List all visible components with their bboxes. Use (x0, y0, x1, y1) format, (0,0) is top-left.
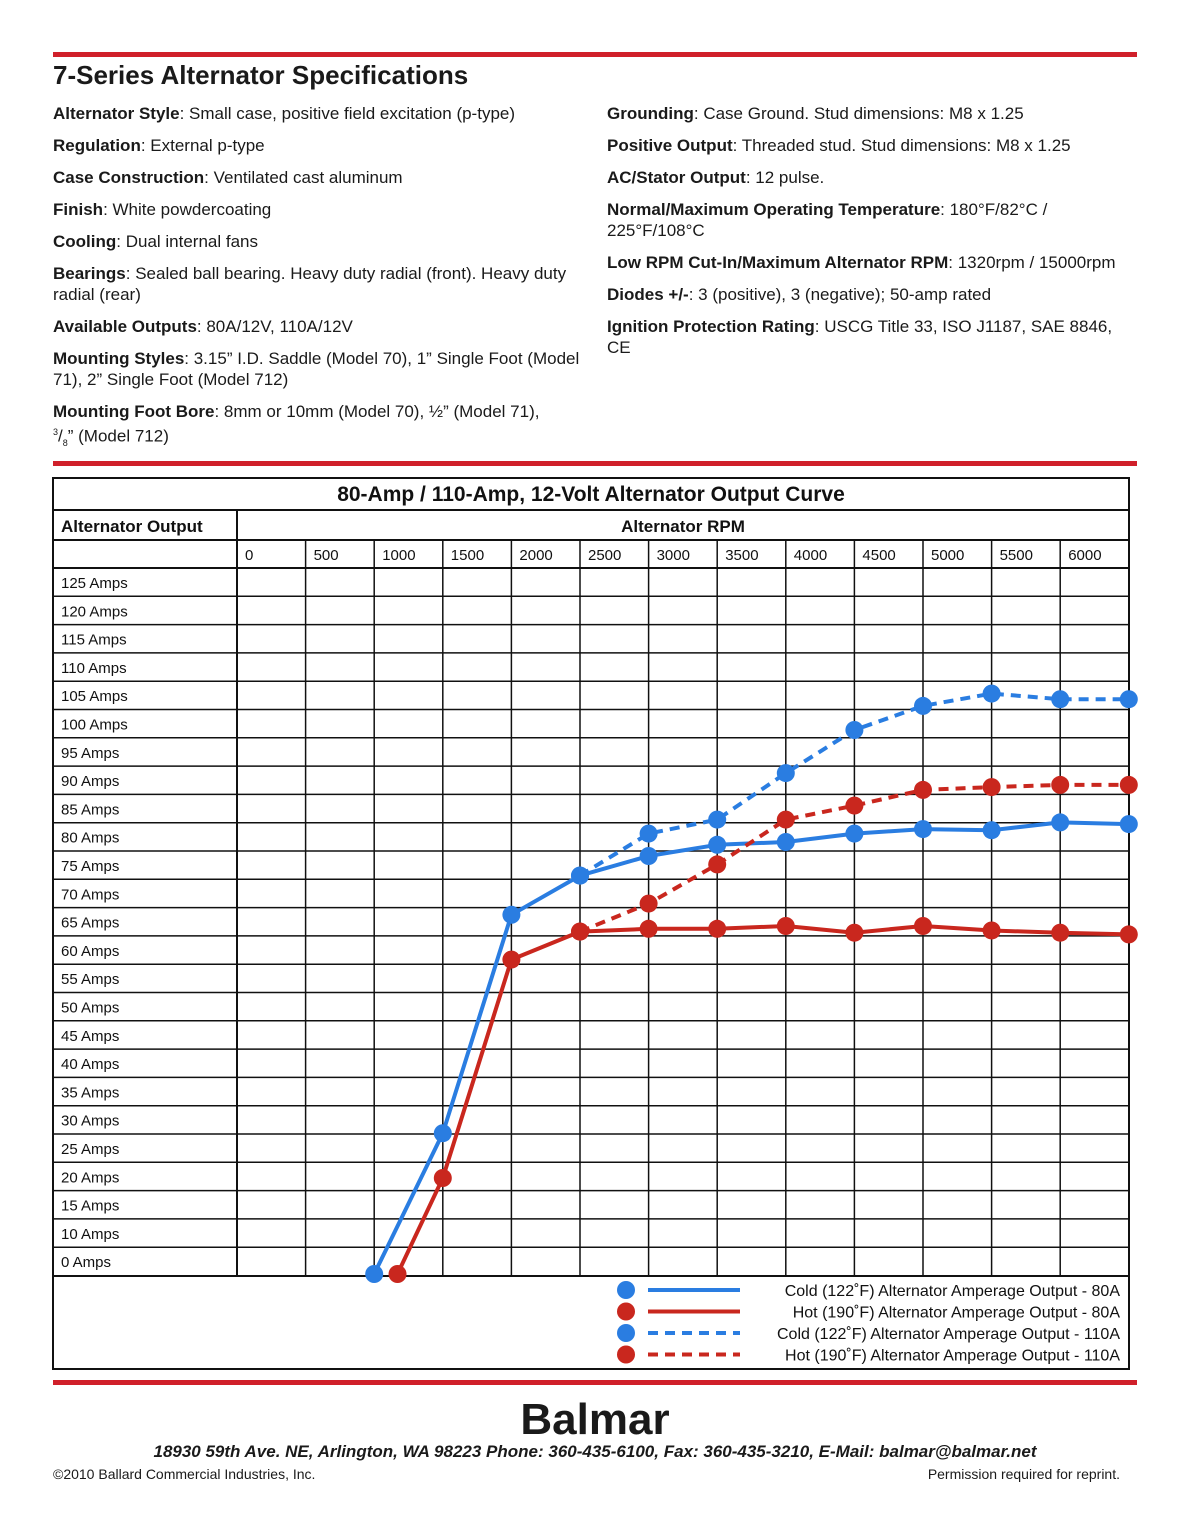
data-point (708, 811, 726, 829)
y-tick-label: 15 Amps (61, 1197, 120, 1215)
chart-frame (53, 478, 1129, 1369)
x-tick-label: 3000 (656, 547, 690, 564)
y-tick-label: 75 Amps (61, 858, 120, 875)
data-point (1051, 924, 1069, 942)
data-point (708, 855, 726, 873)
chart-title: 80-Amp / 110-Amp, 12-Volt Alternator Output Curve (337, 483, 845, 506)
data-point (640, 895, 658, 913)
spec-value: : 180°F/82°C / 225°F/108°C (607, 200, 1048, 240)
y-tick-label: 50 Amps (61, 999, 120, 1017)
data-point (777, 917, 795, 935)
data-point (640, 847, 658, 865)
data-point (389, 1265, 407, 1283)
spec-value: : 8mm or 10mm (Model 70), ½” (Model 71), (214, 402, 540, 421)
spec-label: Cooling (53, 232, 117, 251)
data-point (571, 923, 589, 941)
y-tick-label: 10 Amps (61, 1225, 120, 1243)
x-tick-label: 6000 (1068, 547, 1102, 564)
spec-value: : Ventilated cast aluminum (204, 168, 403, 187)
y-tick-label: 120 Amps (61, 603, 128, 621)
data-point (1120, 776, 1138, 794)
x-axis-header: Alternator RPM (621, 517, 745, 536)
y-tick-label: 65 Amps (61, 914, 120, 932)
bottom-rule (53, 1380, 1137, 1385)
data-point (914, 781, 932, 799)
spec-value: : Case Ground. Stud dimensions: M8 x 1.25 (693, 104, 1024, 123)
data-point (708, 920, 726, 938)
data-point (434, 1169, 452, 1187)
legend-label: Cold (122˚F) Alternator Amperage Output - 80A (784, 1283, 1120, 1300)
x-tick-label: 0 (245, 547, 254, 564)
page-title: 7-Series Alternator Specifications (53, 60, 469, 90)
spec-value: : Sealed ball bearing. Heavy duty radial (front). Heavy duty radial (rear) (53, 264, 567, 304)
legend-marker (617, 1281, 635, 1299)
y-tick-label: 60 Amps (61, 942, 120, 960)
fraction-numerator: 3 (53, 427, 59, 437)
spec-label: Positive Output (607, 136, 733, 155)
spec-value: : 80A/12V, 110A/12V (196, 317, 353, 336)
data-point (502, 906, 520, 924)
data-point (777, 764, 795, 782)
data-point (640, 825, 658, 843)
series-line-80a (374, 822, 1129, 1274)
x-tick-label: 500 (313, 547, 339, 564)
data-point (708, 836, 726, 854)
spec-label: Bearings (53, 264, 126, 283)
spec-label: Normal/Maximum Operating Temperature (607, 200, 941, 219)
data-point (502, 951, 520, 969)
x-tick-label: 1000 (382, 547, 416, 564)
y-tick-label: 115 Amps (61, 631, 127, 649)
spec-label: Finish (53, 200, 104, 219)
legend-marker (617, 1346, 635, 1364)
spec-value-tail: ” (Model 712) (67, 426, 169, 446)
data-point (434, 1124, 452, 1142)
data-point (1051, 813, 1069, 831)
legend-label: Hot (190˚F) Alternator Amperage Output - 110A (785, 1347, 1120, 1365)
data-point (845, 924, 863, 942)
spec-label: Ignition Protection Rating (607, 317, 815, 336)
y-tick-label: 110 Amps (61, 659, 127, 677)
data-point (1051, 690, 1069, 708)
y-tick-label: 105 Amps (61, 688, 128, 706)
series-line-80a (398, 926, 1129, 1274)
spec-value: : White powdercoating (103, 200, 272, 219)
contact-address: 18930 59th Ave. NE, Arlington, WA 98223 Phone: 360-435-6100, Fax: 360-435-3210, E-Mail: balmar@balmar.net (153, 1442, 1037, 1461)
y-tick-label: 85 Amps (61, 801, 120, 819)
spec-label: Mounting Foot Bore (53, 402, 215, 421)
y-tick-label: 55 Amps (61, 971, 120, 989)
data-point (845, 797, 863, 815)
spec-label: Alternator Style (53, 104, 180, 123)
data-point (1051, 776, 1069, 794)
data-point (777, 833, 795, 851)
x-tick-label: 5500 (999, 547, 1033, 564)
spec-value: : 3 (positive), 3 (negative); 50-amp rated (688, 285, 992, 304)
spec-item: Mounting Foot Bore: 8mm or 10mm (Model 70), ½” (Model 71), $^3/_8$” (Model 712) (53, 402, 540, 449)
y-tick-label: 20 Amps (61, 1169, 120, 1187)
x-tick-label: 3500 (725, 547, 759, 564)
data-point (571, 867, 589, 885)
y-tick-label: 45 Amps (61, 1027, 120, 1045)
legend-label: Hot (190˚F) Alternator Amperage Output - 80A (792, 1304, 1120, 1322)
spec-value: : Small case, positive field excitation (p-type) (179, 104, 516, 123)
spec-label: Available Outputs (53, 317, 197, 336)
y-tick-label: 25 Amps (61, 1141, 120, 1158)
spec-label: Regulation (53, 136, 141, 155)
x-tick-label: 4000 (793, 547, 828, 564)
x-tick-label: 1500 (450, 547, 485, 564)
fraction-denominator: 8 (62, 438, 68, 449)
x-tick-label: 4500 (862, 547, 896, 564)
reprint-notice: Permission required for reprint. (927, 1466, 1120, 1482)
legend-marker (617, 1324, 635, 1342)
spec-label: Mounting Styles (53, 349, 185, 368)
legend-marker (617, 1303, 635, 1321)
y-tick-label: 95 Amps (61, 744, 120, 762)
brand-logo-text: Balmar (520, 1395, 670, 1444)
data-point (914, 697, 932, 715)
spec-value: : 1320rpm / 15000rpm (948, 253, 1116, 272)
spec-label: AC/Stator Output (607, 168, 746, 187)
spec-label: Diodes +/- (607, 285, 689, 304)
y-tick-label: 40 Amps (61, 1056, 120, 1074)
copyright-notice: ©2010 Ballard Commercial Industries, Inc. (53, 1466, 316, 1482)
spec-value: : External p-type (140, 136, 265, 155)
data-point (914, 820, 932, 838)
data-point (983, 921, 1001, 939)
data-point (983, 821, 1001, 839)
spec-value: : USCG Title 33, ISO J1187, SAE 8846, CE (607, 317, 1113, 357)
data-point (914, 917, 932, 935)
spec-value: : 3.15” I.D. Saddle (Model 70), 1” Single Foot (Model 71), 2” Single Foot (Model 712) (53, 349, 580, 389)
data-point (845, 825, 863, 843)
y-tick-label: 90 Amps (61, 773, 120, 791)
y-tick-label: 0 Amps (61, 1254, 112, 1272)
spec-value: : 12 pulse. (745, 168, 825, 187)
data-point (1120, 815, 1138, 833)
y-tick-label: 80 Amps (61, 829, 120, 847)
data-point (983, 778, 1001, 796)
spec-label: Low RPM Cut-In/Maximum Alternator RPM (607, 253, 949, 272)
data-point (640, 920, 658, 938)
data-point (1120, 925, 1138, 943)
data-point (365, 1265, 383, 1283)
spec-value: : Threaded stud. Stud dimensions: M8 x 1.25 (732, 136, 1071, 155)
x-tick-label: 5000 (931, 547, 965, 564)
x-tick-label: 2500 (588, 547, 622, 564)
y-tick-label: 70 Amps (61, 886, 120, 904)
x-tick-label: 2000 (519, 547, 553, 564)
data-point (777, 811, 795, 829)
data-point (983, 685, 1001, 703)
spec-label: Case Construction (53, 168, 205, 187)
data-point (1120, 690, 1138, 708)
y-tick-label: 35 Amps (61, 1084, 120, 1102)
y-tick-label: 30 Amps (61, 1112, 120, 1130)
spec-label: Grounding (607, 104, 694, 123)
spec-value: : Dual internal fans (116, 232, 259, 251)
legend-label: Cold (122˚F) Alternator Amperage Output - 110A (777, 1326, 1120, 1343)
y-tick-label: 100 Amps (61, 716, 128, 734)
y-tick-label: 125 Amps (61, 575, 128, 592)
data-point (845, 721, 863, 739)
y-axis-header: Alternator Output (61, 517, 203, 536)
